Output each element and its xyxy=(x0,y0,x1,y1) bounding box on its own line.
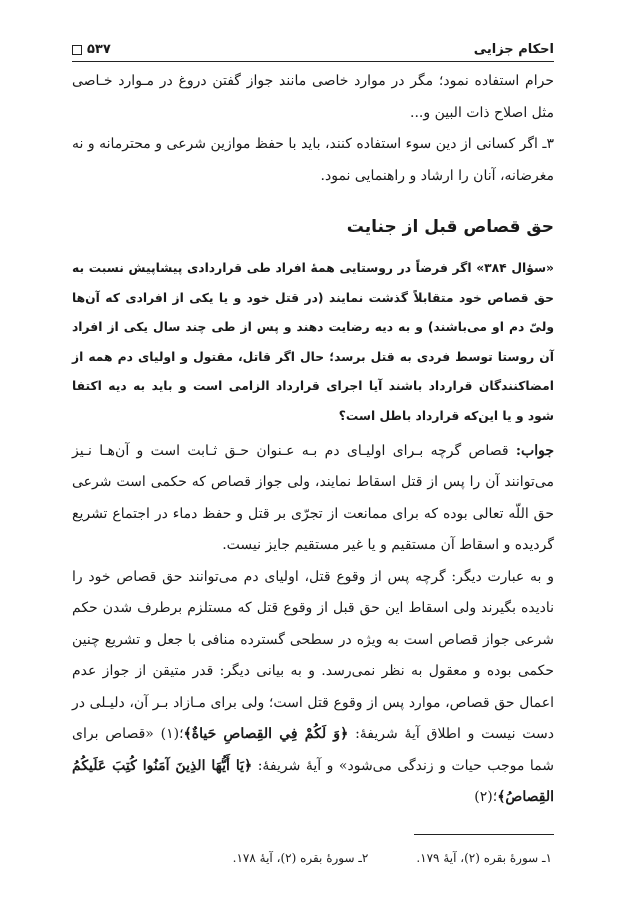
page-number-block xyxy=(72,42,111,57)
chapter-title: احکام جزایی xyxy=(473,42,554,57)
footnotes xyxy=(72,851,554,865)
answer-text-2c: ؛(۲) xyxy=(474,789,498,806)
square-icon xyxy=(72,45,82,55)
question-number: «سؤال ۳۸۴» xyxy=(471,261,554,275)
answer-text: قصاص گرچه بـرای اولیـای دم بـه عـنوان حـق ثـابت است و آن‌هـا نـیز می‌توانند آن را پس از قتل اسقاط نمایند، ولی جواز قصاص که حکمی است شرعی حق اللّه تعالی بوده که برای ممانعت از تجرّی بر قتل و حفظ دماء در اجتماع تشریع گردیده و اسقاط آن مستقیم و یا غیر مستقیم جایز نیست. xyxy=(72,442,554,554)
quran-verse-2: ﴿يَا أَيُّهَا الذِينَ آمَنُوا كُتِبَ عَلَيكُمُ القِصاصُ﴾ xyxy=(72,757,554,806)
answer-text-2b: ؛(۱) «قصاص برای شما موجب حیات و زندگی می‌شود» و آیهٔ شریفهٔ: xyxy=(72,726,555,774)
running-header xyxy=(72,28,554,62)
answer-label: جواب: xyxy=(515,442,554,459)
answer-paragraph xyxy=(72,436,554,562)
footnote-2: ۲ـ سورهٔ بقره (۲)، آیهٔ ۱۷۸. xyxy=(232,850,369,865)
quran-verse-1: ﴿وَ لَكُمْ فِي القِصاصِ حَياةٌ﴾ xyxy=(183,726,349,743)
section-heading: حق قصاص قبل از جنایت xyxy=(346,217,554,237)
footnote-divider xyxy=(414,834,554,835)
answer-paragraph-2 xyxy=(72,562,554,814)
paragraph-item-3: ۳ـ اگر کسانی از دین سوء استفاده کنند، باید با حفظ موازین شرعی و محترمانه و نه مغرضانه، آنان را ارشاد و راهنمایی نمود. xyxy=(72,136,554,184)
answer-text-2a: و به عبارت دیگر: گرچه پس از وقوع قتل، اولیای دم می‌توانند حق قصاص خود را نادیده بگیرند ولی اسقاط این حق قبل از وقوع قتل که مستلزم برطرف شدن حکم شرعی جواز قصاص است به ویژه در سطحی گسترده منافی با جعل و تشریع چنین حکمی بوده و معقول به نظر نمی‌رسد. و به بیانی دیگر: قدر متیقن از جواز عدم اعمال حق قصاص، موارد پس از وقوع قتل است؛ ولی برای مـازاد بـر آن، دلیـلی در دست نیست و اطلاق آیهٔ شریفهٔ: xyxy=(72,568,555,743)
question-paragraph xyxy=(72,254,554,432)
document-page xyxy=(72,28,554,865)
footnote-1: ۱ـ سورهٔ بقره (۲)، آیهٔ ۱۷۹. xyxy=(416,850,552,865)
question-text: اگر فرضاً در روستایی همهٔ افراد طی قراردادی پیشاپیش نسبت به حق قصاص خود متقابلاً گذشت نمایند (در قتل خود و یا یکی از افرادی که آن‌ها ولیّ دم او می‌باشند) و به دیه رضایت دهند و پس از طی چند سال یکی از افراد آن روستا توسط فردی به قتل برسد؛ حال اگر قاتل، مقتول و اولیای دم همه از امضاکنندگان قرارداد باشند آیا اجرای قرارداد الزامی است و باید به دیه اکتفا شود و یا این‌که قرارداد باطل است؟ xyxy=(72,261,554,423)
page-number: ۵۳۷ xyxy=(87,42,111,57)
paragraph-continued: حرام استفاده نمود؛ مگر در موارد خاصی مانند جواز گفتن دروغ در مـوارد خـاصی مثل اصلاح ذات البین و... xyxy=(72,73,554,121)
